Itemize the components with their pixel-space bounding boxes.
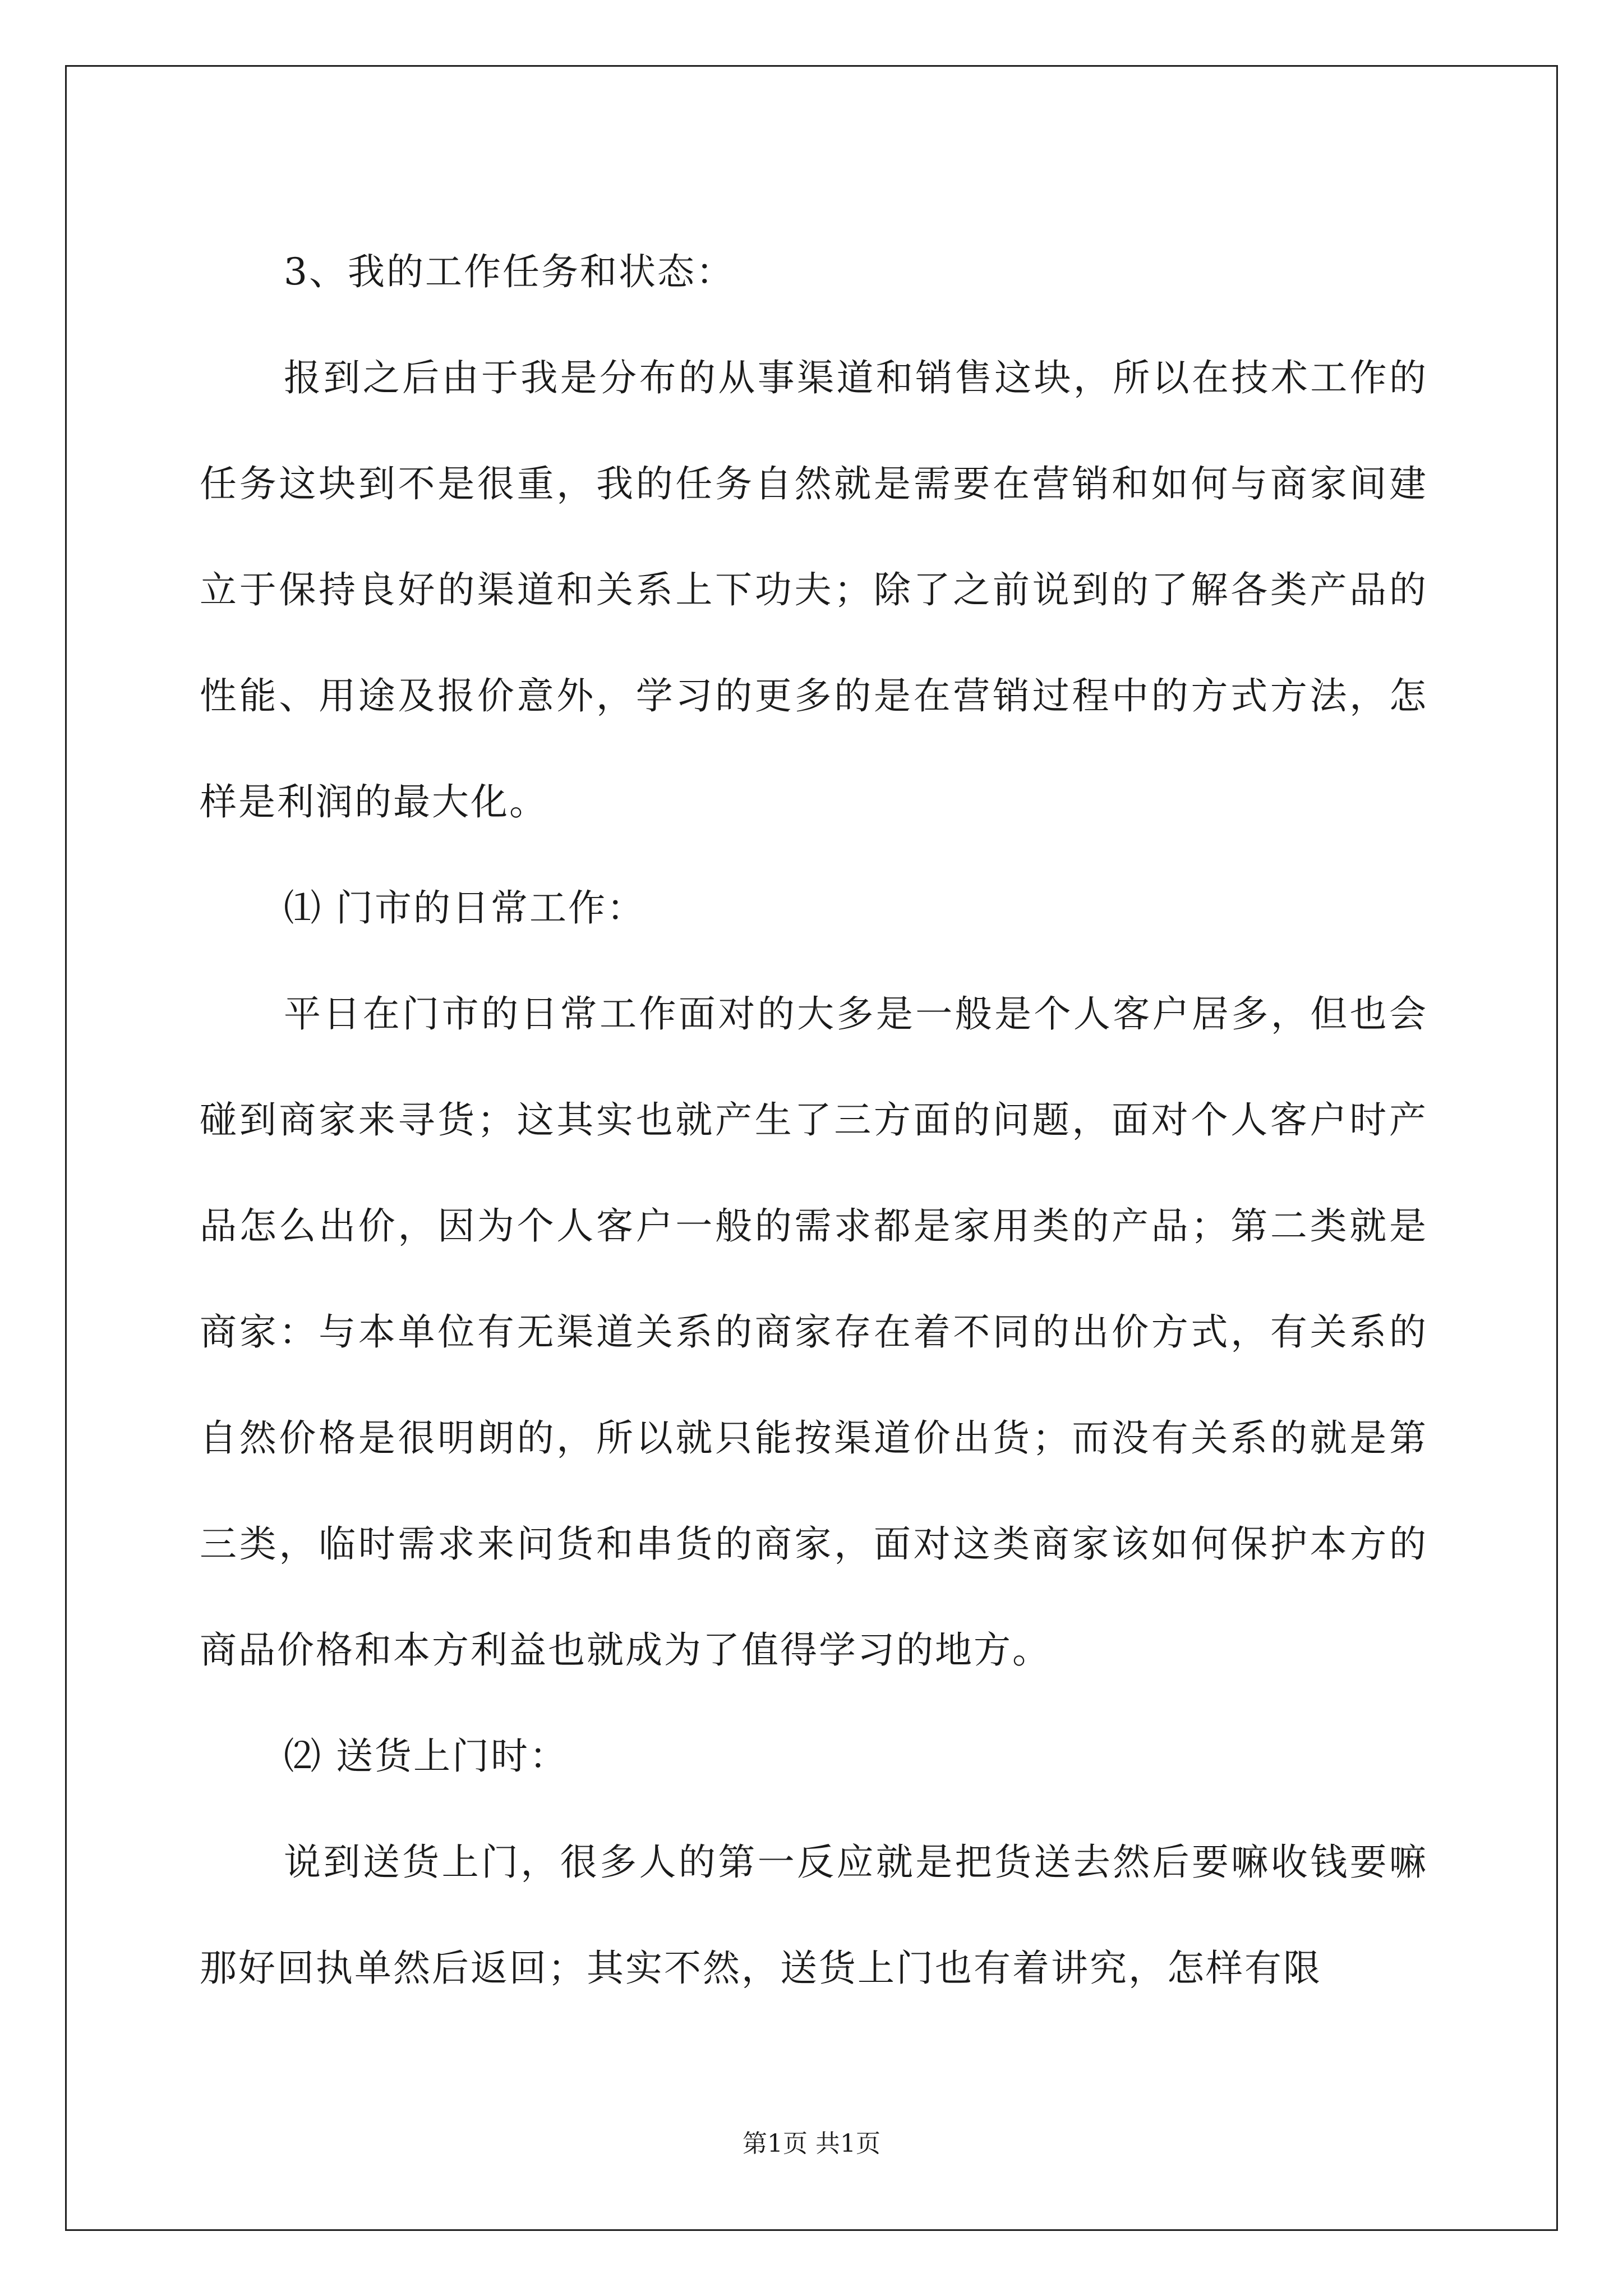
paragraph-delivery: 说到送货上门，很多人的第一反应就是把货送去然后要嘛收钱要嘛那好回执单然后返回；其实不然，送货上门也有着讲究，怎样有限 [200,1841,1428,1990]
section-heading-work-tasks: 3、我的工作任务和状态： [284,250,735,293]
paragraph-store-daily-work: 平日在门市的日常工作面对的大多是一般是个人客户居多，但也会碰到商家来寻货；这其实也就产生了三方面的问题，面对个人客户时产品怎么出价，因为个人客户一般的需求都是家用类的产品；第二类就是商家：与本单位有无渠道关系的商家存在着不同的出价方式，有关系的自然价格是很明朗的，所以就只能按渠道价出货；而没有关系的就是第三类，临时需求来问货和串货的商家，面对这类商家该如何保护本方的商品价格和本方利益也就成为了值得学习的地方。 [200,992,1428,1672]
subheading-store-daily-work: ⑴ 门市的日常工作： [284,886,645,930]
subheading-delivery: ⑵ 送货上门时： [284,1734,568,1778]
page-footer: 第1页 共1页 [743,2129,880,2158]
document-body [200,219,1428,2021]
paragraph-work-tasks: 报到之后由于我是分布的从事渠道和销售这块，所以在技术工作的任务这块到不是很重，我的任务自然就是需要在营销和如何与商家间建立于保持良好的渠道和关系上下功夫；除了之前说到的了解各类产品的性能、用途及报价意外，学习的更多的是在营销过程中的方式方法，怎样是利润的最大化。 [200,356,1428,823]
